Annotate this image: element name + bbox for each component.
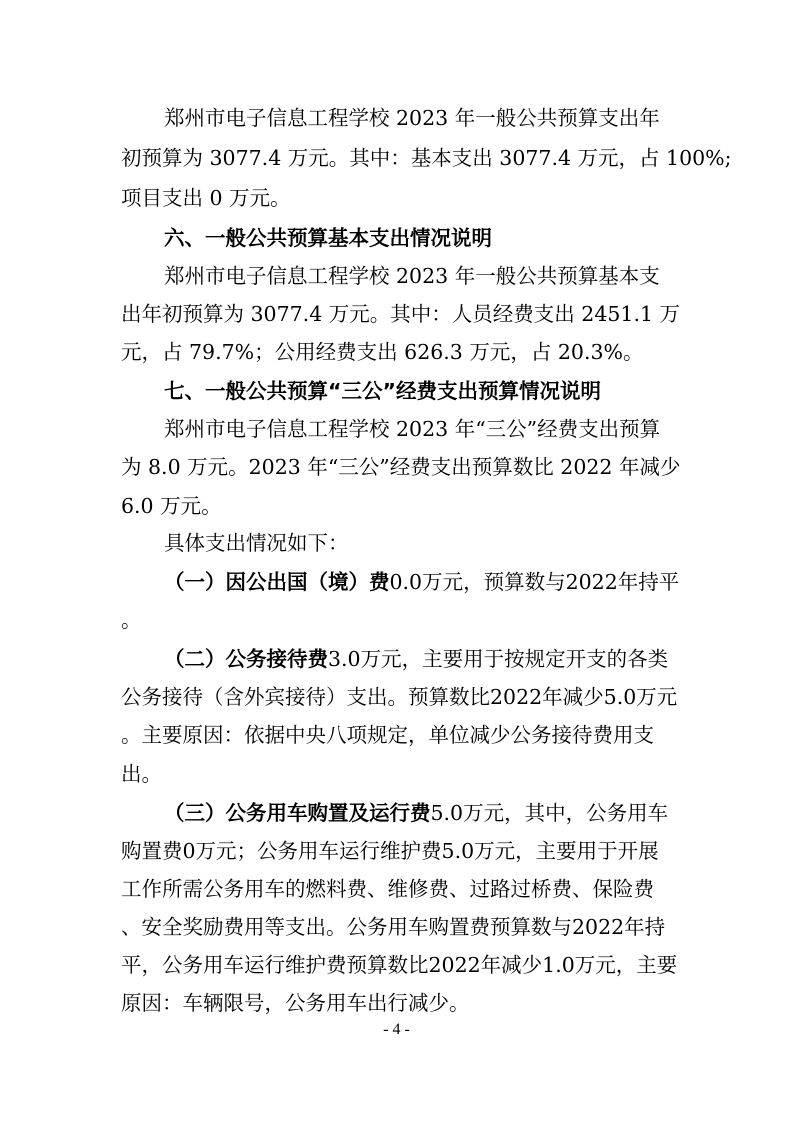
- item2-line3: 。主要原因：依据中央八项规定，单位减少公务接待费用支: [121, 723, 654, 747]
- item1-line1: [164, 572, 679, 593]
- item2-line2: 公务接待（含外宾接待）支出。预算数比2022年减少5.0万元: [121, 685, 678, 709]
- item2-line1: [164, 649, 668, 670]
- para3-line2: 为 8.0 万元。2023 年“三公”经费支出预算数比 2022 年减少: [121, 455, 681, 479]
- para1-line3: 项目支出 0 万元。: [121, 186, 291, 210]
- para4-line1: 具体支出情况如下：: [164, 531, 349, 555]
- para2-line3: 元，占 79.7%；公用经费支出 626.3 万元，占 20.3%。: [121, 340, 644, 364]
- item3-line4: 、安全奖励费用等支出。公务用车购置费预算数与2022年持: [121, 915, 666, 939]
- item2-title: （二）公务接待费: [164, 647, 328, 671]
- item1-title: （一）因公出国（境）费: [164, 570, 390, 594]
- item3-line1: [164, 803, 668, 824]
- para1-line2: 初预算为 3077.4 万元。其中：基本支出 3077.4 万元，占 100%;: [121, 146, 732, 170]
- item3-text: 5.0万元，其中，公务用车: [430, 801, 669, 825]
- item3-title: （三）公务用车购置及运行费: [164, 801, 431, 825]
- para3-line1: 郑州市电子信息工程学校 2023 年“三公”经费支出预算: [164, 417, 661, 441]
- para1-line1: 郑州市电子信息工程学校 2023 年一般公共预算支出年: [164, 106, 660, 130]
- section7-title: 七、一般公共预算“三公”经费支出预算情况说明: [164, 379, 601, 403]
- item2-line4: 出。: [121, 762, 162, 786]
- item3-line2: 购置费0万元；公务用车运行维护费5.0万元，主要用于开展: [121, 839, 659, 863]
- para3-line3: 6.0 万元。: [121, 494, 222, 518]
- page-number: - 4 -: [383, 1021, 410, 1038]
- para2-line1: 郑州市电子信息工程学校 2023 年一般公共预算基本支: [164, 264, 660, 288]
- item1-text: 0.0万元，预算数与2022年持平: [389, 570, 680, 594]
- item3-line3: 工作所需公务用车的燃料费、维修费、过路过桥费、保险费: [121, 877, 654, 901]
- item2-text: 3.0万元，主要用于按规定开支的各类: [328, 647, 669, 671]
- section6-title: 六、一般公共预算基本支出情况说明: [164, 226, 492, 250]
- item3-line5: 平，公务用车运行维护费预算数比2022年减少1.0万元，主要: [121, 953, 678, 977]
- item1-line2: 。: [121, 608, 142, 632]
- item3-line6: 原因：车辆限号，公务用车出行减少。: [121, 991, 470, 1015]
- para2-line2: 出年初预算为 3077.4 万元。其中：人员经费支出 2451.1 万: [121, 302, 681, 326]
